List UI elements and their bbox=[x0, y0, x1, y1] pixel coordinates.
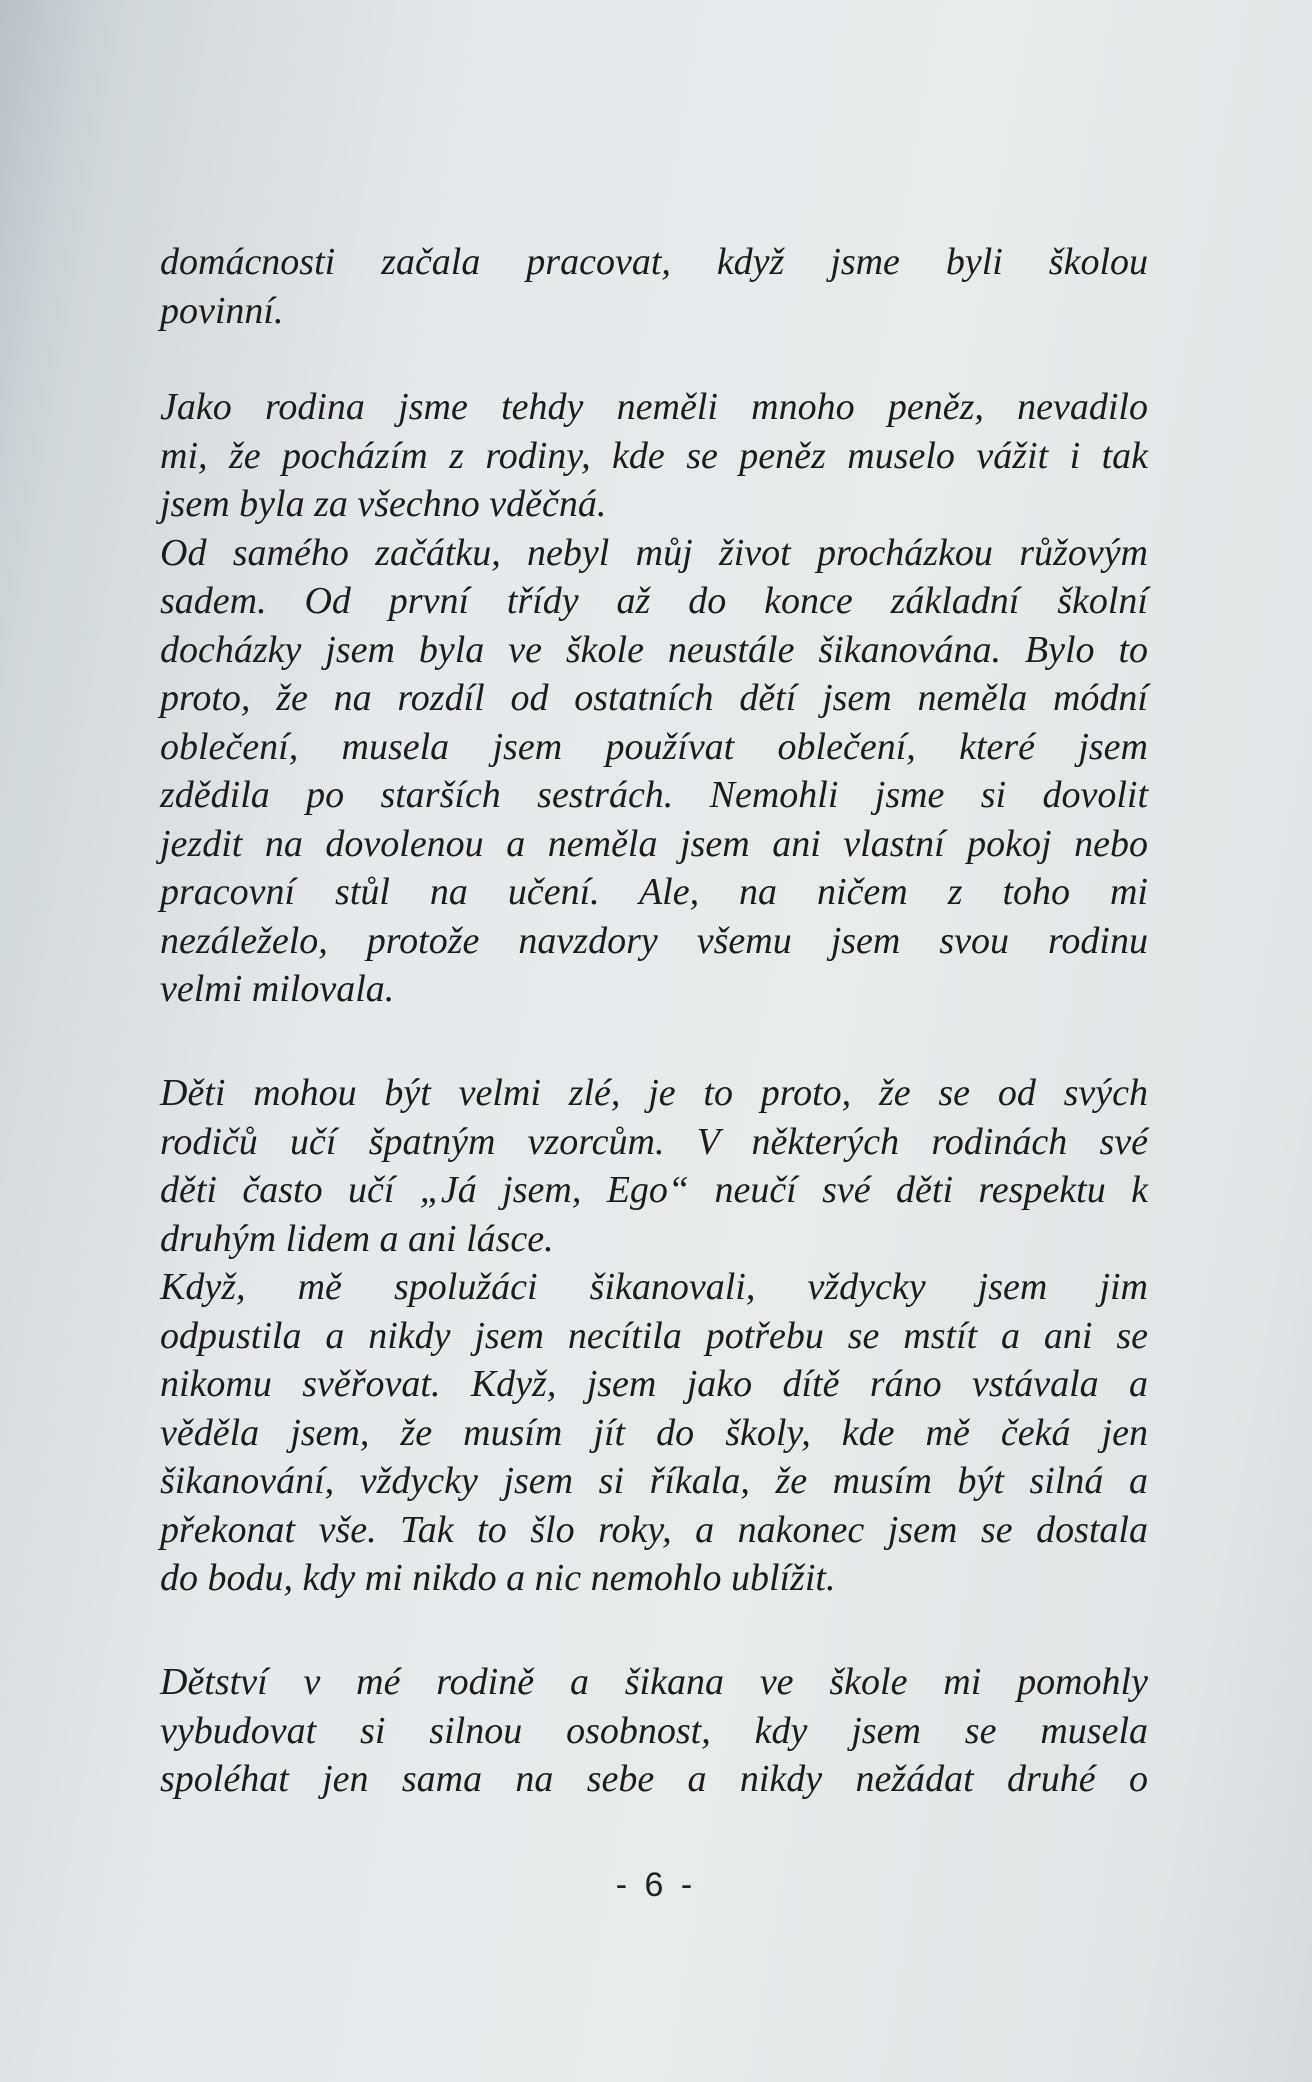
text-line: domácnosti začala pracovat, když jsme byli školou bbox=[160, 241, 1148, 283]
text-line: nikomu svěřovat. Když, jsem jako dítě ráno vstávala a bbox=[160, 1363, 1148, 1405]
paragraph-3 bbox=[160, 1069, 1148, 1603]
paragraph-4 bbox=[160, 1658, 1148, 1804]
text-line: nezáleželo, protože navzdory všemu jsem svou rodinu bbox=[160, 919, 1148, 962]
text-line: Dětství v mé rodině a šikana ve škole mi pomohly bbox=[160, 1661, 1148, 1703]
text-line: věděla jsem, že musím jít do školy, kde mě čeká jen bbox=[160, 1411, 1148, 1454]
text-line: překonat vše. Tak to šlo roky, a nakonec jsem se dostala bbox=[160, 1508, 1148, 1551]
text-line: jsem byla za všechno vděčná. bbox=[160, 483, 607, 525]
text-line: spoléhat jen sama na sebe a nikdy nežádat druhé o bbox=[160, 1758, 1148, 1800]
text-line: odpustila a nikdy jsem necítila potřebu se mstít a ani se bbox=[160, 1314, 1148, 1357]
text-line: proto, že na rozdíl od ostatních dětí jsem neměla módní bbox=[160, 677, 1148, 719]
text-line: povinní. bbox=[160, 289, 284, 332]
text-line: mi, že pocházím z rodiny, kde se peněz muselo vážit i tak bbox=[160, 434, 1148, 477]
text-line: Jako rodina jsme tehdy neměli mnoho peněz, nevadilo bbox=[160, 386, 1148, 428]
paragraph-2 bbox=[160, 383, 1148, 1014]
text-line: šikanování, vždycky jsem si říkala, že musím být silná a bbox=[160, 1460, 1148, 1502]
text-line: docházky jsem byla ve škole neustále šikanována. Bylo to bbox=[160, 628, 1148, 671]
text-line: Od samého začátku, nebyl můj život procházkou růžovým bbox=[160, 531, 1148, 574]
text-line: zdědila po starších sestrách. Nemohli jsme si dovolit bbox=[160, 774, 1148, 816]
text-line: velmi milovala. bbox=[160, 968, 395, 1010]
text-line: rodičů učí špatným vzorcům. V některých rodinách své bbox=[160, 1120, 1148, 1163]
text-line: pracovní stůl na učení. Ale, na ničem z toho mi bbox=[160, 871, 1148, 913]
text-line: do bodu, kdy mi nikdo a nic nemohlo ublížit. bbox=[160, 1557, 836, 1599]
text-line: oblečení, musela jsem používat oblečení, které jsem bbox=[160, 725, 1148, 768]
text-line: vybudovat si silnou osobnost, kdy jsem se musela bbox=[160, 1709, 1148, 1752]
text-line: Děti mohou být velmi zlé, je to proto, že se od svých bbox=[160, 1072, 1148, 1114]
paragraph-1 bbox=[160, 238, 1148, 335]
page-number: - 6 - bbox=[615, 1866, 697, 1904]
text-line: jezdit na dovolenou a neměla jsem ani vlastní pokoj nebo bbox=[160, 822, 1148, 865]
text-line: druhým lidem a ani lásce. bbox=[160, 1217, 554, 1260]
text-line: Když, mě spolužáci šikanovali, vždycky jsem jim bbox=[160, 1266, 1148, 1308]
text-line: sadem. Od první třídy až do konce základní školní bbox=[160, 580, 1148, 622]
text-line: děti často učí „Já jsem, Ego“ neučí své děti respektu k bbox=[160, 1169, 1148, 1211]
